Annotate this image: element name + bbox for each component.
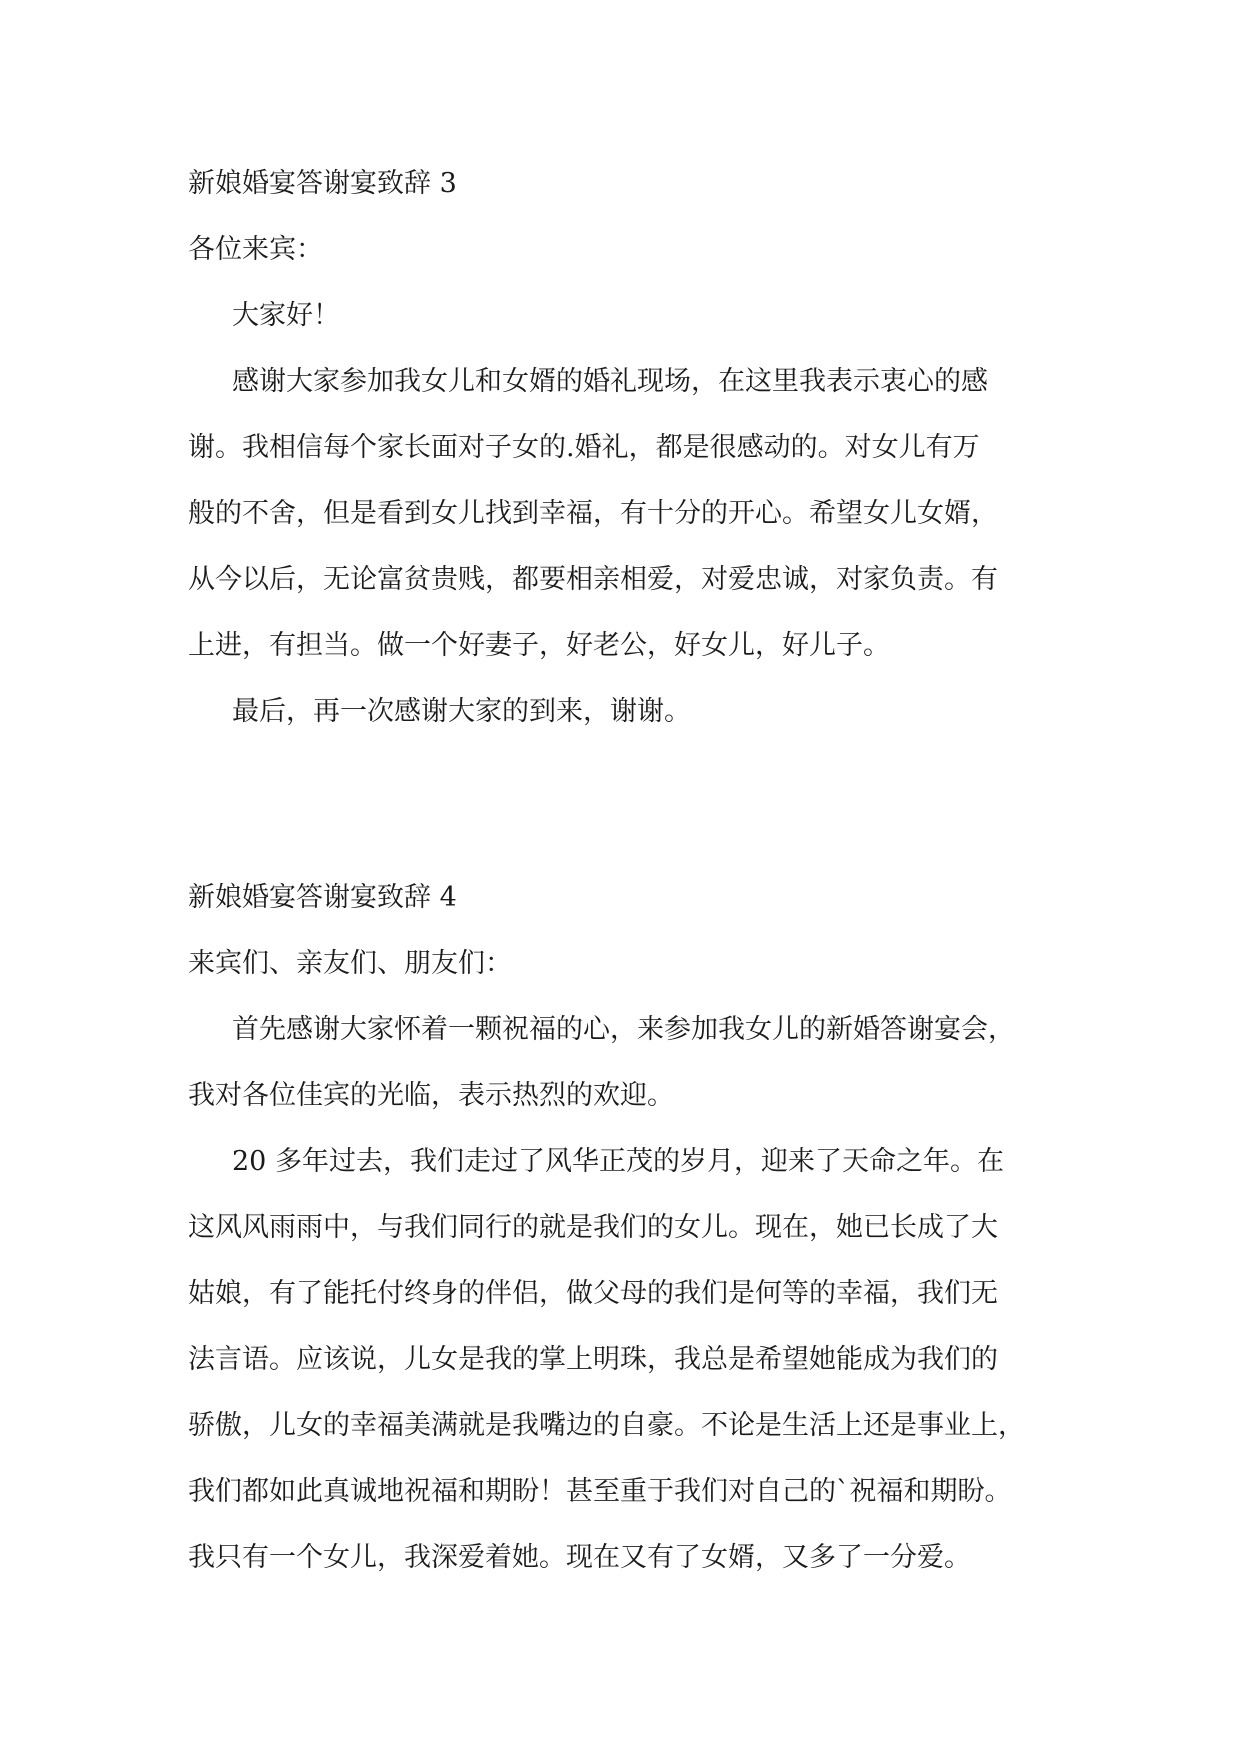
section-3-salutation: 各位来宾： xyxy=(188,234,323,265)
section-4-para1-line: 首先感谢大家怀着一颗祝福的心，来参加我女儿的新婚答谢宴会， xyxy=(232,1014,1015,1045)
section-4-para1-line: 我对各位佳宾的光临，表示热烈的欢迎。 xyxy=(188,1080,674,1111)
section-4-para2-line: 骄傲，儿女的幸福美满就是我嘴边的自豪。不论是生活上还是事业上， xyxy=(188,1410,1025,1441)
section-4-para2-line: 我们都如此真诚地祝福和期盼！甚至重于我们对自己的`祝福和期盼。 xyxy=(188,1476,1012,1507)
section-4-para2-line: 我只有一个女儿，我深爱着她。现在又有了女婿，又多了一分爱。 xyxy=(188,1542,971,1573)
section-4-para2-line: 法言语。应该说，儿女是我的掌上明珠，我总是希望她能成为我们的 xyxy=(188,1344,998,1375)
section-4-salutation: 来宾们、亲友们、朋友们： xyxy=(188,948,512,979)
section-3-title: 新娘婚宴答谢宴致辞 3 xyxy=(188,168,457,199)
section-3-para1-line: 谢。我相信每个家长面对子女的.婚礼，都是很感动的。对女儿有万 xyxy=(188,432,980,463)
section-3-para1-line: 上进，有担当。做一个好妻子，好老公，好女儿，好儿子。 xyxy=(188,630,890,661)
section-3-para1-line: 从今以后，无论富贫贵贱，都要相亲相爱，对爱忠诚，对家负责。有 xyxy=(188,564,998,595)
section-4-para2-line: 这风风雨雨中，与我们同行的就是我们的女儿。现在，她已长成了大 xyxy=(188,1212,998,1243)
section-4-para2-line: 20 多年过去，我们走过了风华正茂的岁月，迎来了天命之年。在 xyxy=(232,1146,1004,1177)
section-4-title: 新娘婚宴答谢宴致辞 4 xyxy=(188,882,457,913)
section-3-para1-line: 感谢大家参加我女儿和女婿的婚礼现场，在这里我表示衷心的感 xyxy=(232,366,988,397)
section-3-para1-line: 般的不舍，但是看到女儿找到幸福，有十分的开心。希望女儿女婿， xyxy=(188,498,998,529)
section-4-para2-line: 姑娘，有了能托付终身的伴侣，做父母的我们是何等的幸福，我们无 xyxy=(188,1278,998,1309)
section-3-greeting: 大家好！ xyxy=(232,300,340,331)
section-3-closing: 最后，再一次感谢大家的到来，谢谢。 xyxy=(232,696,691,727)
